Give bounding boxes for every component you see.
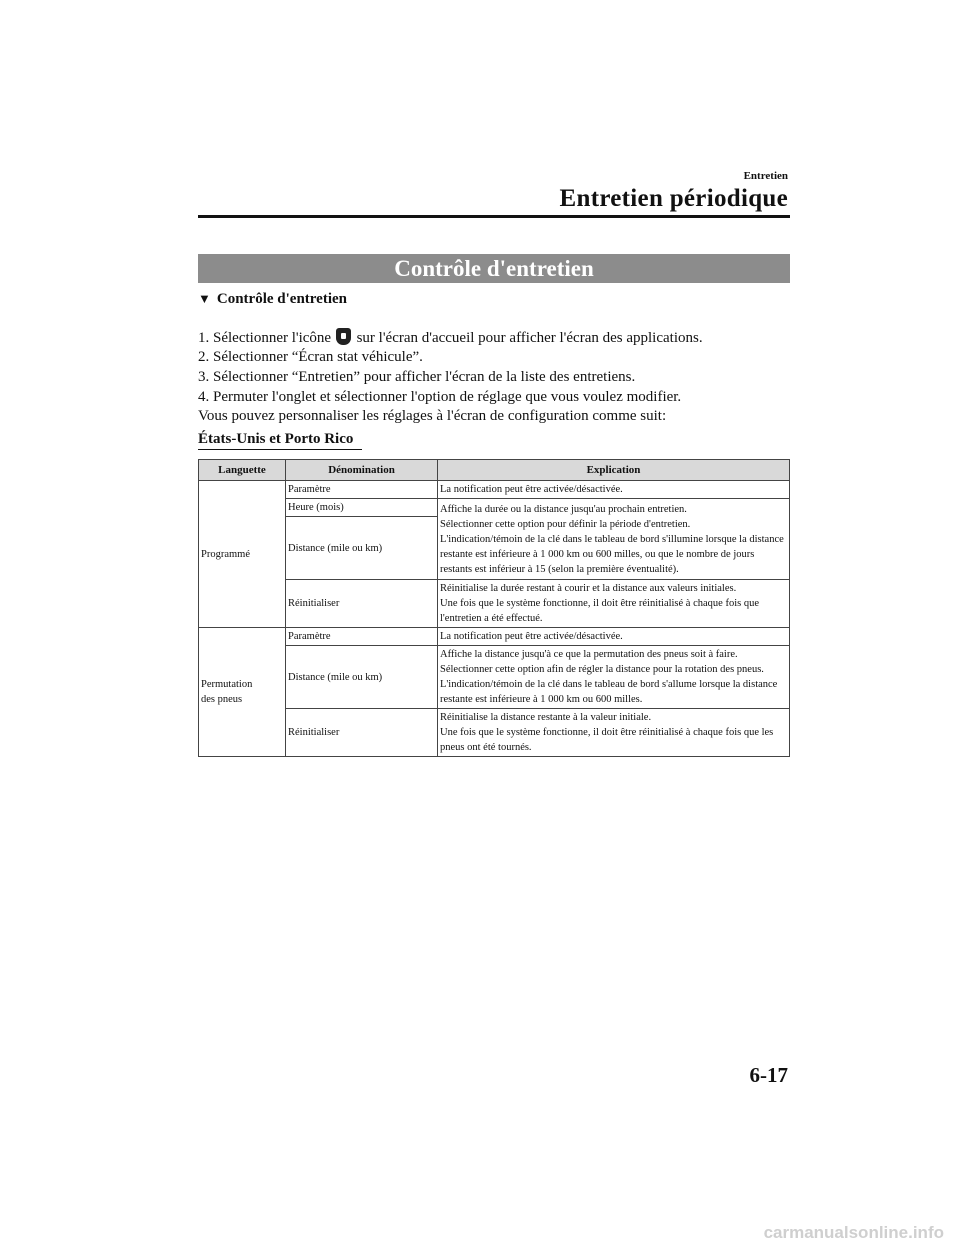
region-underline <box>198 449 362 450</box>
table-row <box>199 481 790 499</box>
header-rule <box>198 215 790 218</box>
settings-table <box>198 459 790 757</box>
triangle-down-icon: ▼ <box>198 291 211 306</box>
region-heading: États-Unis et Porto Rico <box>198 431 354 447</box>
header-explication: Explication <box>438 460 790 481</box>
cell-name: Réinitialiser <box>286 580 438 628</box>
watermark: carmanualsonline.info <box>763 1223 944 1242</box>
cell-name: Paramètre <box>286 481 438 499</box>
step-1 <box>198 328 703 347</box>
step-3: 3. Sélectionner “Entretien” pour afficher l'écran de la liste des entretiens. <box>198 369 636 385</box>
running-header-title: Entretien périodique <box>559 185 788 212</box>
subheading <box>198 291 347 308</box>
cell-explication: Affiche la distance jusqu'à ce que la permutation des pneus soit à faire. Sélectionner cette option afin de régler la distance pour la rotation des pneus. L'indication/témoin de la clé dans le tableau de bord s'allume lorsque la distance restante est inférieure à 1 000 km ou 600 milles. <box>438 646 790 709</box>
cell-name: Paramètre <box>286 628 438 646</box>
header-languette: Languette <box>199 460 286 481</box>
section-banner: Contrôle d'entretien <box>198 254 790 283</box>
intro-text: Vous pouvez personnaliser les réglages à l'écran de configuration comme suit: <box>198 408 667 424</box>
tab-permutation: Permutation des pneus <box>199 628 286 757</box>
cell-name: Distance (mile ou km) <box>286 646 438 709</box>
table-row <box>199 646 790 709</box>
cell-explication: Affiche la durée ou la distance jusqu'au prochain entretien. Sélectionner cette option pour définir la période d'entretien. L'indication/témoin de la clé dans le tableau de bord s'illumine lorsque la distance restante est inférieure à 1 000 km ou 600 milles, ou que le nombre de jours restants est inférieur à 15 (selon la première éventualité). <box>438 499 790 580</box>
table-row <box>199 709 790 757</box>
cell-explication: Réinitialise la durée restant à courir et la distance aux valeurs initiales. Une fois que le système fonctionne, il doit être réinitialisé à chaque fois que l'entretien a été effectué. <box>438 580 790 628</box>
subheading-text: Contrôle d'entretien <box>216 291 347 307</box>
page-number: 6-17 <box>749 1063 788 1087</box>
table-row <box>199 499 790 517</box>
cell-name: Distance (mile ou km) <box>286 517 438 580</box>
step-1-text-after: sur l'écran d'accueil pour afficher l'écran des applications. <box>352 330 703 346</box>
table-row <box>199 628 790 646</box>
cell-name: Heure (mois) <box>286 499 438 517</box>
table-row <box>199 580 790 628</box>
apps-icon <box>336 328 351 345</box>
table-header-row <box>199 460 790 481</box>
cell-name: Réinitialiser <box>286 709 438 757</box>
cell-explication: Réinitialise la distance restante à la valeur initiale. Une fois que le système fonctionne, il doit être réinitialisé à chaque fois que les pneus ont été tournés. <box>438 709 790 757</box>
step-4: 4. Permuter l'onglet et sélectionner l'option de réglage que vous voulez modifier. <box>198 389 682 405</box>
cell-explication: La notification peut être activée/désactivée. <box>438 481 790 499</box>
cell-explication: La notification peut être activée/désactivée. <box>438 628 790 646</box>
running-header-section: Entretien <box>743 170 788 182</box>
tab-programme: Programmé <box>199 481 286 628</box>
step-1-text-before: 1. Sélectionner l'icône <box>198 330 335 346</box>
header-denomination: Dénomination <box>286 460 438 481</box>
step-2: 2. Sélectionner “Écran stat véhicule”. <box>198 349 423 365</box>
